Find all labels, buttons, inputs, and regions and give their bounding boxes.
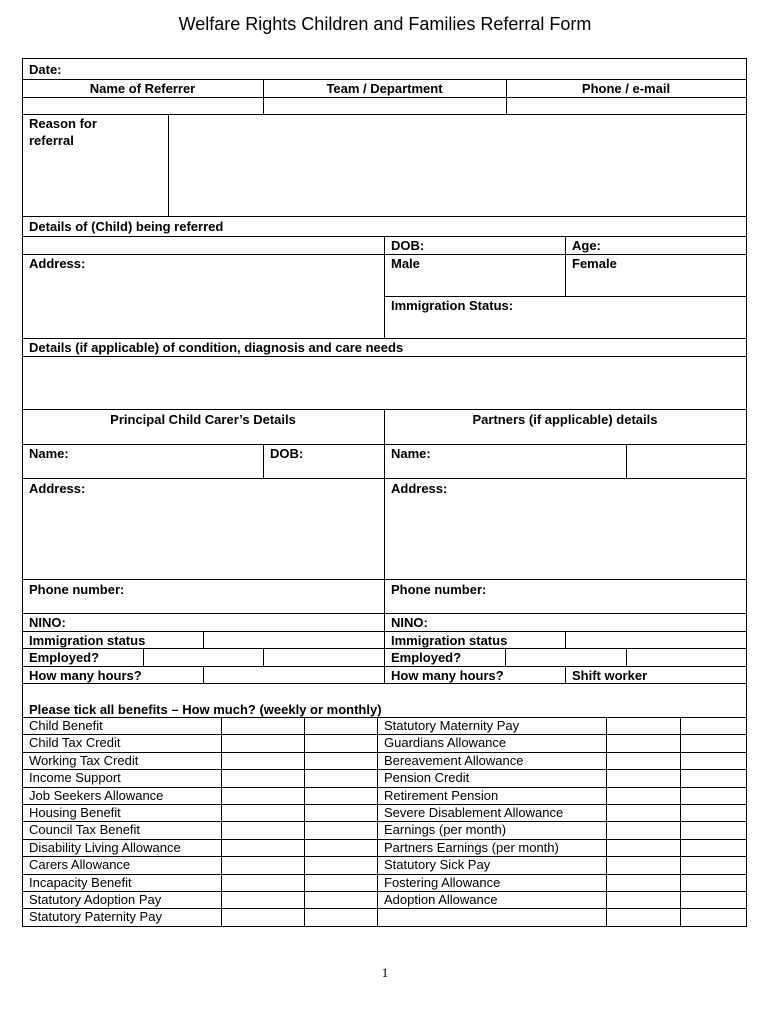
benefit-tick-cell[interactable] [607,892,680,908]
reason-label-line1: Reason for [29,116,97,131]
benefit-amount-cell[interactable] [681,753,746,769]
benefit-amount-cell[interactable] [305,840,377,856]
benefit-amount-cell[interactable] [681,892,746,908]
benefit-tick-cell[interactable] [222,892,304,908]
benefit-tick-cell[interactable] [607,822,680,838]
phone-email-header: Phone / e-mail [581,81,671,96]
benefit-right-label: Adoption Allowance [384,892,498,907]
principal-carer-heading: Principal Child Carer’s Details [110,412,296,427]
benefit-amount-cell[interactable] [681,822,746,838]
benefit-amount-cell[interactable] [681,875,746,891]
benefit-tick-cell[interactable] [222,770,304,786]
benefit-amount-cell[interactable] [681,788,746,804]
carer-employed-label: Employed? [29,650,100,665]
benefit-right-label: Earnings (per month) [384,822,507,837]
child-address-field[interactable] [23,272,383,337]
benefit-amount-cell[interactable] [681,909,746,925]
carer-phone-label: Phone number: [29,582,125,597]
benefit-left-label: Job Seekers Allowance [29,788,164,803]
benefit-right-label: Retirement Pension [384,788,499,803]
partner-name-label: Name: [391,446,431,461]
benefit-right-label: Statutory Maternity Pay [384,718,520,733]
benefit-amount-cell[interactable] [681,857,746,873]
carer-hours-label: How many hours? [29,668,142,683]
benefit-tick-cell[interactable] [607,735,680,751]
benefit-right-label: Bereavement Allowance [384,753,524,768]
benefit-amount-cell[interactable] [305,770,377,786]
benefit-tick-cell[interactable] [607,840,680,856]
benefit-left-label: Child Tax Credit [29,735,121,750]
benefit-right-label: Fostering Allowance [384,875,501,890]
benefit-tick-cell[interactable] [607,718,680,734]
benefit-amount-cell[interactable] [305,892,377,908]
condition-heading: Details (if applicable) of condition, diagnosis and care needs [29,340,404,355]
partner-shift-worker-label: Shift worker [572,668,648,683]
benefit-tick-cell[interactable] [222,875,304,891]
page-number: 1 [381,965,389,980]
benefit-amount-cell[interactable] [305,857,377,873]
child-section-heading: Details of (Child) being referred [29,219,224,234]
benefit-tick-cell[interactable] [222,753,304,769]
condition-details-field[interactable] [23,357,746,409]
benefit-amount-cell[interactable] [305,788,377,804]
benefit-left-label: Housing Benefit [29,805,121,820]
benefit-tick-cell[interactable] [222,718,304,734]
benefit-right-label: Pension Credit [384,770,470,785]
benefit-tick-cell[interactable] [222,822,304,838]
benefit-tick-cell[interactable] [222,788,304,804]
benefit-amount-cell[interactable] [305,805,377,821]
benefit-left-label: Carers Allowance [29,857,131,872]
referrer-name-field[interactable] [23,98,263,114]
benefit-amount-cell[interactable] [681,770,746,786]
benefit-tick-cell[interactable] [222,735,304,751]
benefit-tick-cell[interactable] [607,788,680,804]
benefit-amount-cell[interactable] [305,718,377,734]
benefit-tick-cell[interactable] [607,770,680,786]
benefit-left-label: Statutory Paternity Pay [29,909,162,924]
benefit-tick-cell[interactable] [607,753,680,769]
carer-nino-label: NINO: [29,615,66,630]
carer-dob-label: DOB: [270,446,304,461]
benefit-tick-cell[interactable] [222,840,304,856]
benefit-amount-cell[interactable] [305,909,377,925]
name-of-referrer-header: Name of Referrer [89,81,196,96]
benefit-right-label: Guardians Allowance [384,735,507,750]
benefit-tick-cell[interactable] [222,909,304,925]
benefit-amount-cell[interactable] [305,875,377,891]
benefit-amount-cell[interactable] [681,735,746,751]
reason-label-line2: referral [29,133,74,148]
benefit-left-label: Child Benefit [29,718,103,733]
benefit-tick-cell[interactable] [607,909,680,925]
team-department-header: Team / Department [326,81,443,96]
benefit-tick-cell[interactable] [607,875,680,891]
partner-phone-label: Phone number: [391,582,487,597]
partner-employed-label: Employed? [391,650,462,665]
benefits-heading: Please tick all benefits – How much? (weekly or monthly) [29,702,382,717]
benefit-amount-cell[interactable] [681,805,746,821]
child-dob-label: DOB: [391,238,425,253]
benefit-amount-cell[interactable] [305,822,377,838]
benefit-right-label: Statutory Sick Pay [384,857,491,872]
referrer-phone-field[interactable] [507,98,746,114]
child-immigration-label: Immigration Status: [391,298,514,313]
benefit-left-label: Incapacity Benefit [29,875,132,890]
benefit-amount-cell[interactable] [305,735,377,751]
carer-immigration-label: Immigration status [29,633,146,648]
date-label: Date: [29,62,62,77]
benefit-amount-cell[interactable] [305,753,377,769]
carer-address-label: Address: [29,481,86,496]
child-address-label: Address: [29,256,86,271]
benefit-amount-cell[interactable] [681,718,746,734]
benefit-tick-cell[interactable] [222,857,304,873]
benefit-right-label: Severe Disablement Allowance [384,805,564,820]
child-age-label: Age: [572,238,601,253]
benefit-tick-cell[interactable] [607,805,680,821]
benefit-left-label: Income Support [29,770,121,785]
partner-address-label: Address: [391,481,448,496]
child-male-option[interactable]: Male [391,256,420,271]
partner-heading: Partners (if applicable) details [472,412,658,427]
benefit-right-label: Partners Earnings (per month) [384,840,559,855]
partner-nino-label: NINO: [391,615,428,630]
partner-hours-label: How many hours? [391,668,504,683]
carer-name-label: Name: [29,446,69,461]
benefit-tick-cell[interactable] [222,805,304,821]
benefit-left-label: Disability Living Allowance [29,840,181,855]
benefit-left-label: Working Tax Credit [29,753,139,768]
benefit-left-label: Council Tax Benefit [29,822,141,837]
referrer-team-field[interactable] [264,98,506,114]
benefit-amount-cell[interactable] [681,840,746,856]
partner-immigration-label: Immigration status [391,633,508,648]
reason-for-referral-field[interactable] [169,115,746,216]
benefit-left-label: Statutory Adoption Pay [29,892,162,907]
child-female-option[interactable]: Female [572,256,617,271]
benefit-tick-cell[interactable] [607,857,680,873]
form-title: Welfare Rights Children and Families Referral Form [178,14,592,34]
